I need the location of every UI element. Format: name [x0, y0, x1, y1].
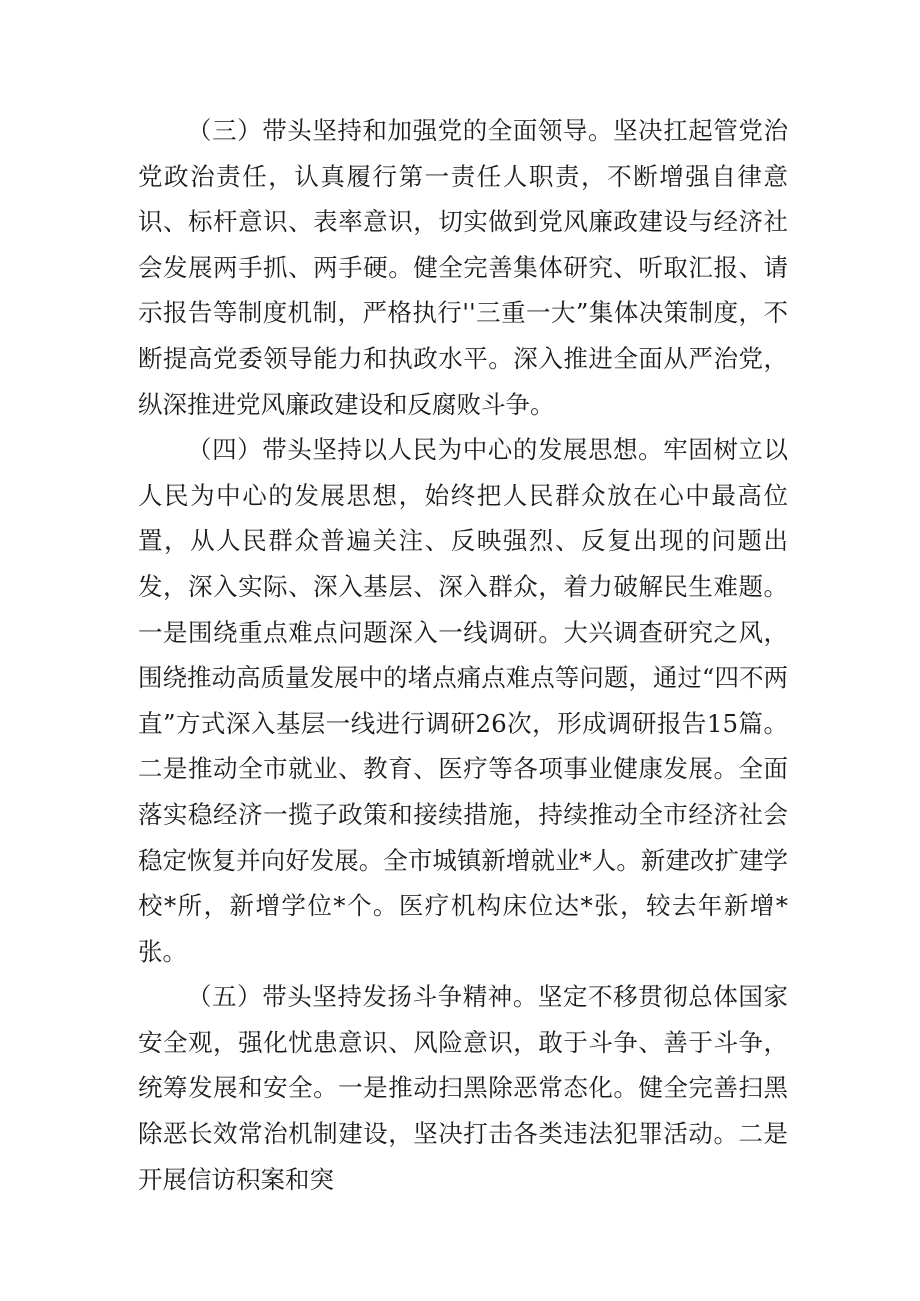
document-body [138, 108, 788, 1202]
paragraph-section-3: （三）带头坚持和加强党的全面领导。坚决扛起管党治党政治责任，认真履行第一责任人职责，不断增强自律意识、标杆意识、表率意识，切实做到党风廉政建设与经济社会发展两手抓、两手硬。健全完善集体研究、听取汇报、请示报告等制度机制，严格执行''三重一大”集体决策制度，不断提高党委领导能力和执政水平。深入推进全面从严治党，纵深推进党风廉政建设和反腐败斗争。 [138, 116, 788, 419]
paragraph-section-5: （五）带头坚持发扬斗争精神。坚定不移贯彻总体国家安全观，强化忧患意识、风险意识，敢于斗争、善于斗争，统筹发展和安全。一是推动扫黑除恶常态化。健全完善扫黑除恶长效常治机制建设，坚决打击各类违法犯罪活动。二是开展信访积案和突 [138, 982, 788, 1194]
paragraph-section-4: （四）带头坚持以人民为中心的发展思想。牢固树立以人民为中心的发展思想，始终把人民群众放在心中最高位置，从人民群众普遍关注、反映强烈、反复出现的问题出发，深入实际、深入基层、深入群众，着力破解民生难题。一是围绕重点难点问题深入一线调研。大兴调查研究之风，围绕推动高质量发展中的堵点痛点难点等问题，通过“四不两直”方式深入基层一线进行调研26次，形成调研报告15篇。二是推动全市就业、教育、医疗等各项事业健康发展。全面落实稳经济一揽子政策和接续措施，持续推动全市经济社会稳定恢复并向好发展。全市城镇新增就业*人。新建改扩建学校*所，新增学位*个。医疗机构床位达*张，较去年新增*张。 [138, 435, 788, 966]
